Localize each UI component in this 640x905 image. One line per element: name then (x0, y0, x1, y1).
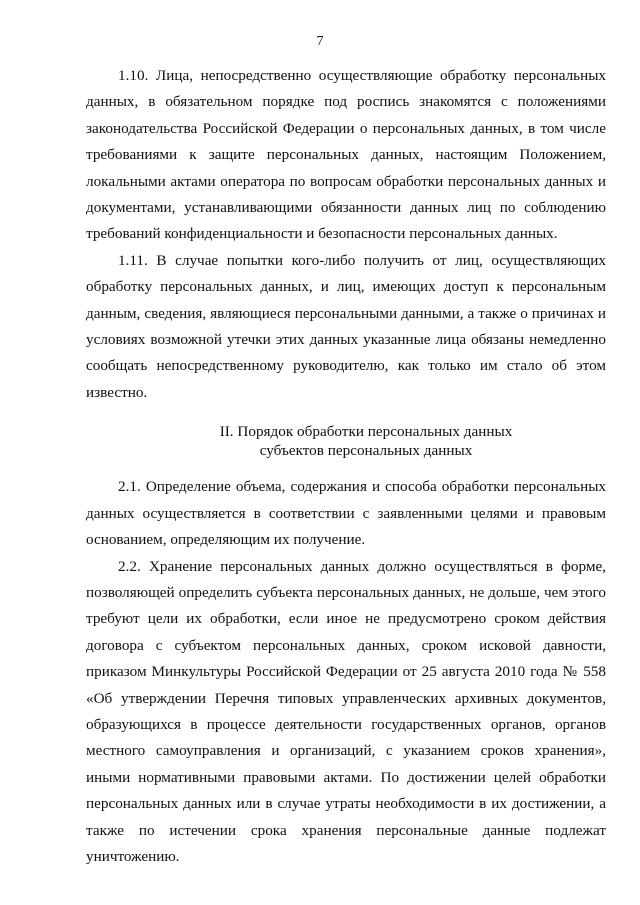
paragraph-1-10: 1.10. Лица, непосредственно осуществляющие обработку персональных данных, в обязательном порядке под роспись знакомятся с положениями законодательства Российской Федерации о персональных данных, в том числе требованиями к защите персональных данных, настоящим Положением, локальными актами оператора по вопросам обработки персональных данных и документами, устанавливающими обязанности данных лиц по соблюдению требований конфиденциальности и безопасности персональных данных. (86, 67, 606, 243)
document-body (86, 63, 606, 870)
section-title-line-2: субъектов персональных данных (259, 442, 473, 460)
section-title (86, 422, 606, 460)
paragraph-2-2: 2.2. Хранение персональных данных должно осуществляться в форме, позволяющей определить субъекта персональных данных, не дольше, чем этого требуют цели их обработки, если иное не предусмотрено сроком действия договора с субъектом персональных данных, сроком исковой давности, приказом Минкультуры Российской Федерации от 25 августа 2010 года № 558 «Об утверждении Перечня типовых управленческих архивных документов, образующихся в процессе деятельности государственных органов, органов местного самоуправления и организаций, с указанием сроков хранения», иными нормативными правовыми актами. По достижении целей обработки персональных данных или в случае утраты необходимости в их достижении, а также по истечении срока хранения персональные данные подлежат уничтожению. (86, 557, 606, 865)
paragraph-2-1: 2.1. Определение объема, содержания и способа обработки персональных данных осуществляется в соответствии с заявленными целями и правовым основанием, определяющим их получение. (86, 478, 606, 549)
section-title-line-1: II. Порядок обработки персональных данных (219, 423, 513, 441)
page-number: 7 (316, 34, 324, 49)
paragraph-1-11: 1.11. В случае попытки кого-либо получить от лиц, осуществляющих обработку персональных данных, и лиц, имеющих доступ к персональным данным, сведения, являющиеся персональными данными, а также о причинах и условиях возможной утечки этих данных указанные лица обязаны немедленно сообщать непосредственному руководителю, как только им стало об этом известно. (86, 251, 606, 401)
